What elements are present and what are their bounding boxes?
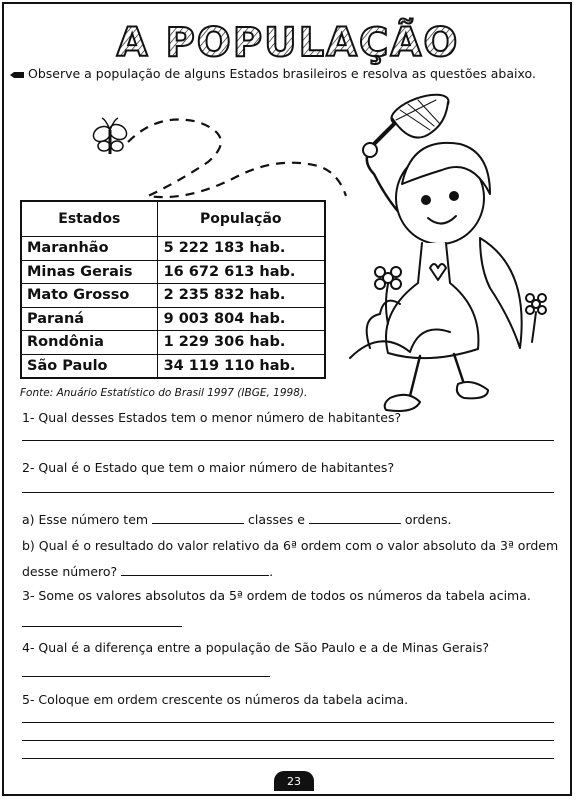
population-value: 9 003 804 hab. bbox=[157, 307, 325, 331]
table-row bbox=[21, 260, 325, 284]
question-2: 2- Qual é o Estado que tem o maior número de habitantes? bbox=[22, 460, 395, 475]
butterfly-net-icon bbox=[370, 88, 452, 148]
question-2b-line2: desse número? . bbox=[22, 564, 274, 579]
answer-line-q4[interactable] bbox=[22, 676, 270, 677]
girl-illustration bbox=[330, 88, 560, 428]
population-value: 16 672 613 hab. bbox=[157, 260, 325, 284]
intro-text bbox=[10, 66, 536, 81]
answer-line-q5-1[interactable] bbox=[22, 722, 554, 723]
population-value: 34 119 110 hab. bbox=[157, 354, 325, 378]
pencil-icon bbox=[10, 71, 24, 79]
state-name: Minas Gerais bbox=[21, 260, 157, 284]
table-source: Fonte: Anuário Estatístico do Brasil 1997 (IBGE, 1998). bbox=[20, 387, 308, 399]
answer-line-q5-3[interactable] bbox=[22, 758, 554, 759]
state-name: São Paulo bbox=[21, 354, 157, 378]
population-table bbox=[20, 200, 326, 379]
population-value: 5 222 183 hab. bbox=[157, 237, 325, 261]
table-row bbox=[21, 331, 325, 355]
page-title bbox=[0, 12, 576, 68]
header-populacao: População bbox=[157, 201, 325, 237]
population-value: 1 229 306 hab. bbox=[157, 331, 325, 355]
question-2b-label: desse número? bbox=[22, 564, 118, 579]
answer-line-q2[interactable] bbox=[22, 492, 554, 493]
question-2a bbox=[22, 512, 452, 527]
question-2a-part1: a) Esse número tem bbox=[22, 512, 149, 527]
answer-line-q1[interactable] bbox=[22, 440, 554, 441]
answer-blank-classes[interactable] bbox=[152, 513, 244, 524]
question-4: 4- Qual é a diferença entre a população de São Paulo e a de Minas Gerais? bbox=[22, 640, 489, 655]
question-2a-part2: classes e bbox=[248, 512, 305, 527]
table-header-row bbox=[21, 201, 325, 237]
table-row bbox=[21, 307, 325, 331]
flower-icon bbox=[526, 294, 546, 342]
answer-blank-q2b[interactable] bbox=[121, 565, 269, 576]
question-2a-part3: ordens. bbox=[404, 512, 452, 527]
table-row bbox=[21, 354, 325, 378]
butterfly-icon bbox=[91, 118, 130, 154]
page-number: 23 bbox=[274, 771, 314, 791]
butterfly-decoration bbox=[90, 112, 350, 202]
answer-line-q3[interactable] bbox=[22, 626, 182, 627]
population-value: 2 235 832 hab. bbox=[157, 284, 325, 308]
question-5: 5- Coloque em ordem crescente os números da tabela acima. bbox=[22, 692, 409, 707]
state-name: Paraná bbox=[21, 307, 157, 331]
state-name: Mato Grosso bbox=[21, 284, 157, 308]
header-estados: Estados bbox=[21, 201, 157, 237]
state-name: Rondônia bbox=[21, 331, 157, 355]
title-text: A POPULAÇÃO bbox=[116, 20, 460, 66]
answer-blank-orders[interactable] bbox=[309, 513, 401, 524]
question-2b-line1: b) Qual é o resultado do valor relativo da 6ª ordem com o valor absoluto da 3ª ordem bbox=[22, 538, 559, 553]
state-name: Maranhão bbox=[21, 237, 157, 261]
table-row bbox=[21, 237, 325, 261]
question-1: 1- Qual desses Estados tem o menor número de habitantes? bbox=[22, 410, 402, 425]
table-row bbox=[21, 284, 325, 308]
question-3: 3- Some os valores absolutos da 5ª ordem de todos os números da tabela acima. bbox=[22, 588, 531, 603]
intro-label: Observe a população de alguns Estados brasileiros e resolva as questões abaixo. bbox=[28, 66, 536, 81]
answer-line-q5-2[interactable] bbox=[22, 740, 554, 741]
